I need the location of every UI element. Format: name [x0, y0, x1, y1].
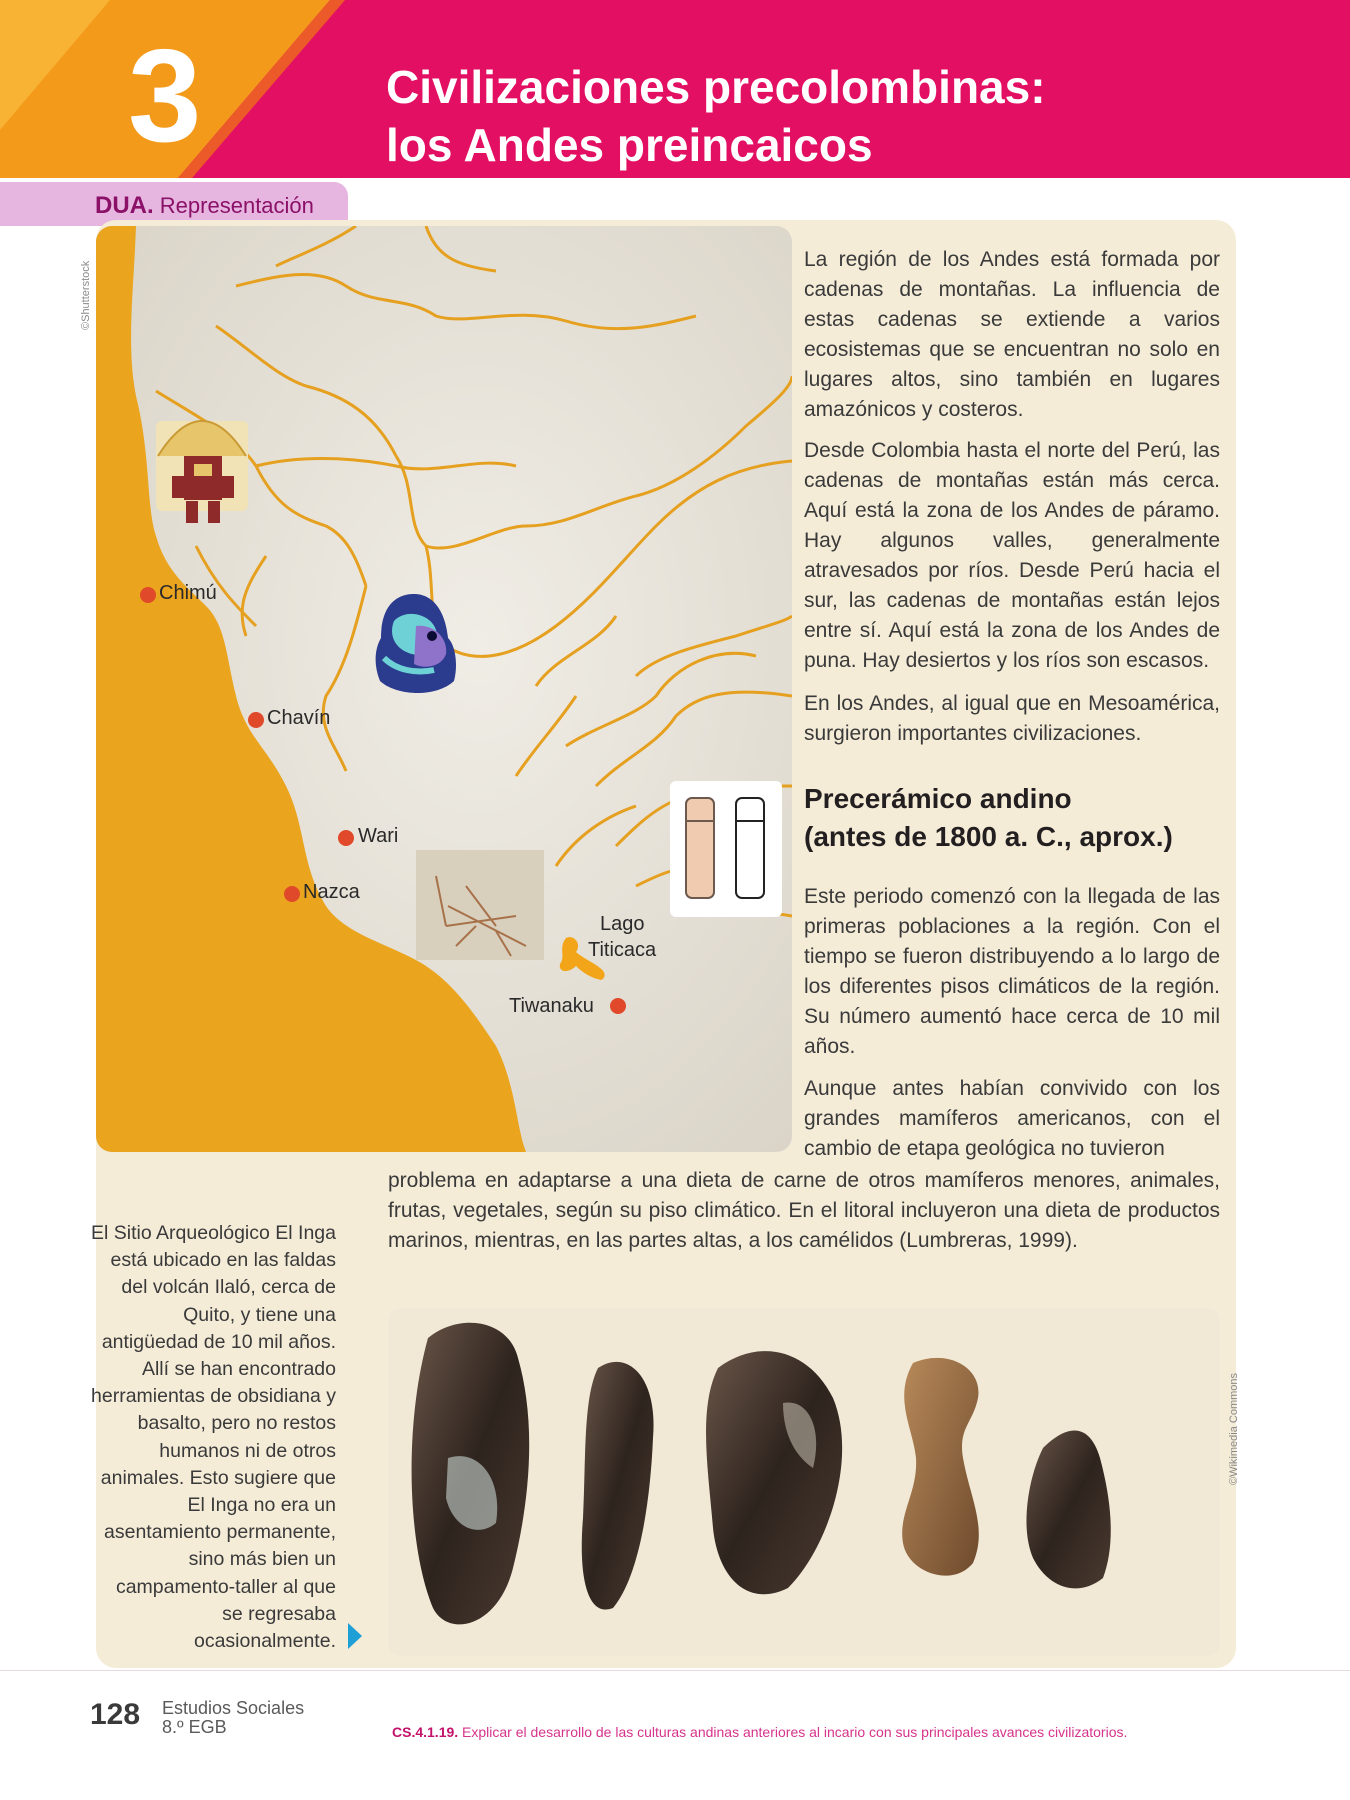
intro-paragraph-1: La región de los Andes está formada por cadenas de montañas. La influencia de estas cadenas se extiende a varios ecosistemas que se encuentran no solo en lugares altos, sino también en lugares amazónicos y costeros.	[804, 248, 1220, 421]
chavin-marker	[248, 712, 264, 728]
wari-marker	[338, 830, 354, 846]
nazca-marker	[284, 886, 300, 902]
lake-titicaca-label-line1: Lago	[600, 913, 645, 935]
photo-credit: ©Wikimedia Commons	[1228, 1372, 1240, 1485]
book-grade: 8.º EGB	[162, 1717, 227, 1737]
chimu-label: Chimú	[159, 582, 217, 604]
nazca-lines-image	[416, 850, 544, 960]
map-credit: ©Shutterstock	[80, 260, 92, 330]
section-heading	[804, 780, 1224, 856]
unit-number: 3	[128, 22, 202, 169]
dua-type: Representación	[159, 193, 314, 218]
dua-separator: .	[147, 192, 154, 219]
intro-paragraph-2: Desde Colombia hasta el norte del Perú, las cadenas de montañas están más cerca. Aquí está la zona de los Andes de páramo. Hay algunos valles, generalmente atravesados por ríos. Desde Perú hacia el sur, las cadenas de montañas están lejos entre sí. Aquí está la zona de los Andes de puna. Hay desiertos y los ríos son escasos.	[804, 439, 1220, 672]
preceramic-paragraph-2-start: Aunque antes habían convivido con los grandes mamíferos americanos, con el cambio de etapa geológica no tuvieron	[804, 1077, 1220, 1160]
chimu-marker	[140, 587, 156, 603]
title-line-1: Civilizaciones precolombinas:	[386, 61, 1046, 113]
skill-criterion	[392, 1724, 1127, 1740]
skill-description: Explicar el desarrollo de las culturas andinas anteriores al incario con sus principales avances civilizatorios.	[458, 1724, 1128, 1740]
book-subject: Estudios Sociales	[162, 1698, 305, 1718]
preceramic-paragraph-2-end: problema en adaptarse a una dieta de carne de otros mamíferos menores, animales, frutas, vegetales, según su piso climático. En el litoral incluyeron una dieta de productos marinos, mientras, en las partes altas, a los camélidos (Lumbreras, 1999).	[388, 1169, 1220, 1252]
obsidian-tools-graphic	[388, 1308, 1220, 1656]
nazca-label: Nazca	[303, 881, 360, 903]
andes-map	[96, 226, 792, 1152]
tiwanaku-marker	[610, 998, 626, 1014]
dua-label	[95, 192, 314, 220]
obsidian-tools-photo	[388, 1308, 1220, 1656]
section-heading-line-2: (antes de 1800 a. C., aprox.)	[804, 821, 1173, 852]
page-title	[386, 58, 1286, 174]
chavin-label: Chavín	[267, 707, 331, 729]
book-title	[162, 1699, 304, 1737]
intro-paragraph-3: En los Andes, al igual que en Mesoamérica, surgieron importantes civilizaciones.	[804, 692, 1220, 745]
title-line-2: los Andes preincaicos	[386, 119, 873, 171]
page-number: 128	[90, 1698, 141, 1731]
chimu-figure	[156, 421, 248, 523]
dua-acronym: DUA	[95, 192, 147, 219]
wari-label: Wari	[358, 825, 399, 847]
el-inga-caption: El Sitio Arqueológico El Inga está ubicado en las faldas del volcán Ilaló, cerca de Quito, y tiene una antigüedad de 10 mil años. Allí se han encontrado herramientas de obsidiana y basalto, pero no restos humanos ni de otros animales. Esto sugiere que El Inga no era un asentamiento permanente, sino más bien un campamento-taller al que se regresaba ocasionalmente.	[91, 1222, 336, 1653]
skill-code: CS.4.1.19.	[392, 1724, 459, 1740]
caption-pointer-icon	[348, 1623, 362, 1649]
map-graphic	[96, 226, 792, 1152]
footer-divider	[0, 1670, 1350, 1671]
tiwanaku-figures	[670, 781, 782, 917]
preceramic-paragraph-1: Este periodo comenzó con la llegada de las primeras poblaciones a la región. Con el tiempo se fueron distribuyendo a lo largo de los diferentes pisos climáticos de la región. Su número aumentó hace cerca de 10 mil años.	[804, 885, 1220, 1058]
tiwanaku-label: Tiwanaku	[509, 995, 594, 1017]
section-heading-line-1: Precerámico andino	[804, 783, 1072, 814]
lake-titicaca-label-line2: Titicaca	[588, 939, 657, 961]
